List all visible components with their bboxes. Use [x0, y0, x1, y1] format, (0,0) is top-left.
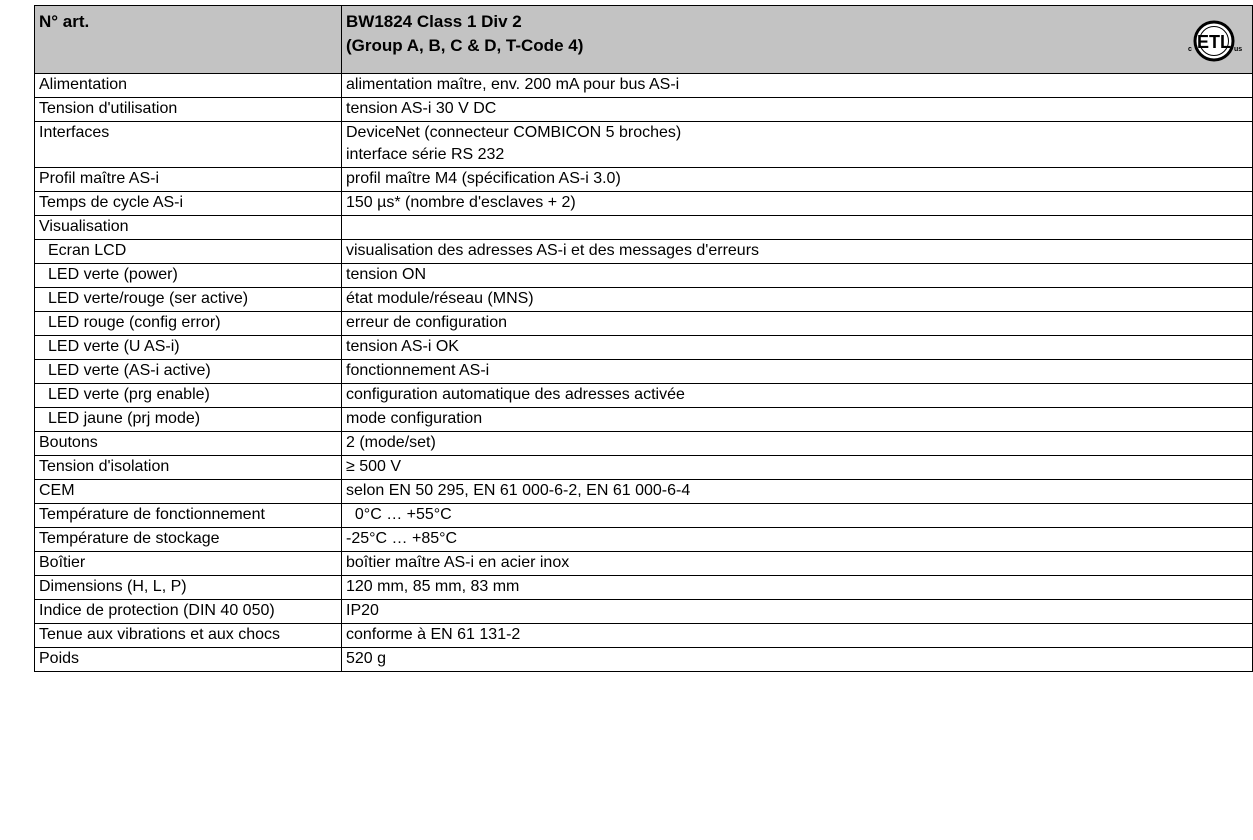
row-label: Poids: [35, 648, 342, 672]
table-row: [35, 576, 1253, 600]
row-label: Température de fonctionnement: [35, 504, 342, 528]
row-value: 120 mm, 85 mm, 83 mm: [342, 576, 1253, 600]
table-row: [35, 192, 1253, 216]
row-value: tension AS-i OK: [342, 336, 1253, 360]
row-label: LED verte (AS-i active): [35, 360, 342, 384]
row-value: selon EN 50 295, EN 61 000-6-2, EN 61 000-6-4: [342, 480, 1253, 504]
row-label: Interfaces: [35, 122, 342, 168]
table-row: [35, 648, 1253, 672]
row-value: 520 g: [342, 648, 1253, 672]
header-title: [342, 6, 1253, 74]
row-value: configuration automatique des adresses activée: [342, 384, 1253, 408]
row-label: Temps de cycle AS-i: [35, 192, 342, 216]
table-row: [35, 480, 1253, 504]
table-row: [35, 122, 1253, 168]
svg-text:ETL: ETL: [1197, 32, 1231, 52]
row-label: Tension d'isolation: [35, 456, 342, 480]
table-row: [35, 456, 1253, 480]
etl-certification-logo: [1184, 19, 1244, 63]
row-value: tension ON: [342, 264, 1253, 288]
row-value: [342, 216, 1253, 240]
svg-text:us: us: [1234, 46, 1243, 53]
table-row: [35, 432, 1253, 456]
row-value: alimentation maître, env. 200 mA pour bus AS-i: [342, 74, 1253, 98]
row-value: mode configuration: [342, 408, 1253, 432]
row-label: LED verte (power): [35, 264, 342, 288]
row-value: tension AS-i 30 V DC: [342, 98, 1253, 122]
row-value-line-2: interface série RS 232: [346, 146, 505, 163]
row-value: profil maître M4 (spécification AS-i 3.0): [342, 168, 1253, 192]
row-value: fonctionnement AS-i: [342, 360, 1253, 384]
table-row: [35, 216, 1253, 240]
row-label: Alimentation: [35, 74, 342, 98]
row-value-line-1: DeviceNet (connecteur COMBICON 5 broches): [346, 124, 682, 141]
row-value: conforme à EN 61 131-2: [342, 624, 1253, 648]
row-label: Visualisation: [35, 216, 342, 240]
row-value: boîtier maître AS-i en acier inox: [342, 552, 1253, 576]
row-value: 150 µs* (nombre d'esclaves + 2): [342, 192, 1253, 216]
row-label: Tenue aux vibrations et aux chocs: [35, 624, 342, 648]
row-label: LED verte (U AS-i): [35, 336, 342, 360]
row-value: [342, 122, 1253, 168]
table-row: [35, 98, 1253, 122]
table-row: [35, 624, 1253, 648]
row-value: 0°C … +55°C: [342, 504, 1253, 528]
svg-text:c: c: [1188, 46, 1192, 53]
table-row: [35, 552, 1253, 576]
row-label: Boîtier: [35, 552, 342, 576]
table-row: [35, 360, 1253, 384]
spec-table: [34, 5, 1253, 672]
row-value: ≥ 500 V: [342, 456, 1253, 480]
table-row: [35, 408, 1253, 432]
table-row: [35, 600, 1253, 624]
row-value: 2 (mode/set): [342, 432, 1253, 456]
table-row: [35, 240, 1253, 264]
table-row: [35, 312, 1253, 336]
table-row: [35, 264, 1253, 288]
row-label: Ecran LCD: [35, 240, 342, 264]
table-row: [35, 288, 1253, 312]
row-value: IP20: [342, 600, 1253, 624]
table-header-row: [35, 6, 1253, 74]
row-value: -25°C … +85°C: [342, 528, 1253, 552]
table-row: [35, 168, 1253, 192]
header-label: N° art.: [35, 6, 342, 74]
table-row: [35, 336, 1253, 360]
row-label: Boutons: [35, 432, 342, 456]
row-label: Dimensions (H, L, P): [35, 576, 342, 600]
table-row: [35, 504, 1253, 528]
row-value: état module/réseau (MNS): [342, 288, 1253, 312]
row-label: LED verte/rouge (ser active): [35, 288, 342, 312]
row-label: LED rouge (config error): [35, 312, 342, 336]
table-row: [35, 384, 1253, 408]
row-value: erreur de configuration: [342, 312, 1253, 336]
row-label: LED verte (prg enable): [35, 384, 342, 408]
row-label: Température de stockage: [35, 528, 342, 552]
row-label: LED jaune (prj mode): [35, 408, 342, 432]
row-label: Profil maître AS-i: [35, 168, 342, 192]
header-title-line-1: BW1824 Class 1 Div 2: [346, 12, 522, 31]
row-value: visualisation des adresses AS-i et des messages d'erreurs: [342, 240, 1253, 264]
row-label: Tension d'utilisation: [35, 98, 342, 122]
table-row: [35, 74, 1253, 98]
table-row: [35, 528, 1253, 552]
row-label: Indice de protection (DIN 40 050): [35, 600, 342, 624]
row-label: CEM: [35, 480, 342, 504]
header-title-line-2: (Group A, B, C & D, T-Code 4): [346, 36, 584, 55]
